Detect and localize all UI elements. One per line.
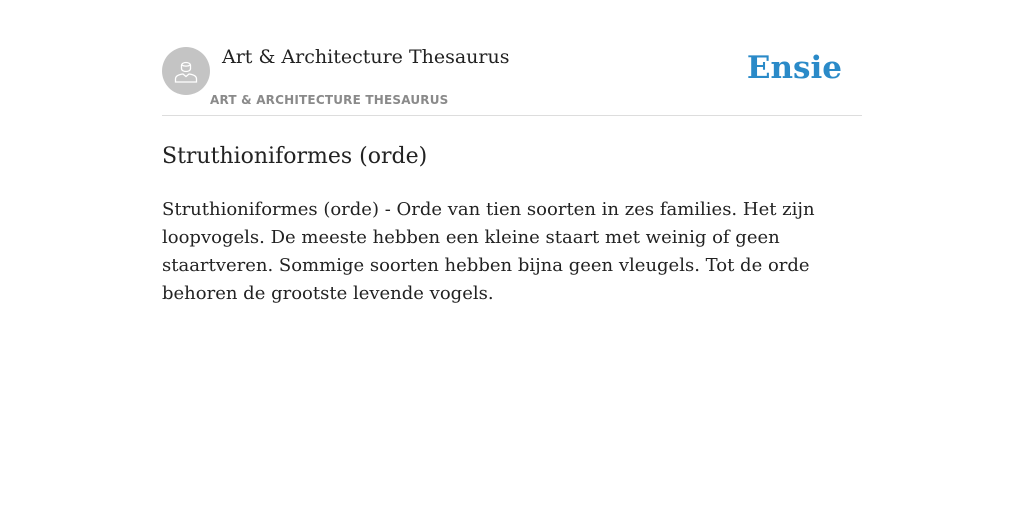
page-container — [162, 0, 862, 308]
article-title: Struthioniformes (orde) — [162, 144, 428, 169]
page-header — [162, 0, 862, 116]
article-body: Struthioniformes (orde) - Orde van tien soorten in zes families. Het zijn loopvogels. De meeste hebben een kleine staart met weinig of geen staartveren. Sommige soorten hebben bijna geen vleugels. Tot de orde behoren de grootste levende vogels. — [162, 199, 815, 304]
avatar[interactable] — [162, 47, 210, 95]
author-subtitle: ART & ARCHITECTURE THESAURUS — [210, 93, 449, 107]
user-icon — [171, 56, 201, 86]
brand-logo[interactable]: Ensie — [746, 50, 842, 86]
author-name[interactable]: Art & Architecture Thesaurus — [222, 46, 510, 68]
